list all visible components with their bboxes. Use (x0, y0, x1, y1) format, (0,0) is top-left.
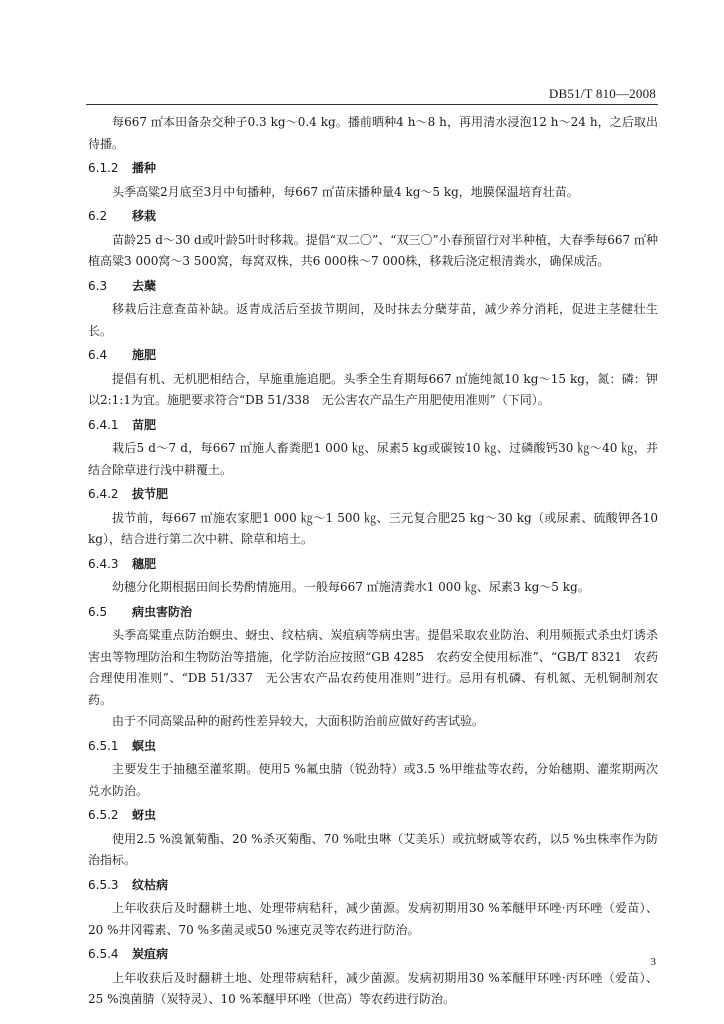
section-heading (88, 875, 658, 897)
section-number: 6.5.2 (88, 808, 119, 822)
section-title: 纹枯病 (132, 877, 169, 892)
section-heading (88, 415, 658, 437)
paragraph: 拔节前，每667 ㎡施农家肥1 000 ㎏～1 500 ㎏、三元复合肥25 kg～30 kg（或尿素、硫酸钾各10 kg），结合进行第二次中耕、除草和培土。 (88, 510, 658, 546)
section-title: 蚜虫 (132, 808, 157, 822)
paragraph: 上年收获后及时翻耕土地、处理带病秸秆，减少菌源。发病初期用30 %苯醚甲环唑·丙环唑（爱苗）、20 %井冈霉素、70 %多菌灵或50 %速克灵等农药进行防治。 (88, 901, 658, 937)
section-title: 拔节肥 (132, 487, 169, 501)
paragraph: 主要发生于抽穗至灌浆期。使用5 %氟虫腈（锐劲特）或3.5 %甲维盐等农药，分始穗期、灌浆期两次兑水防治。 (88, 762, 658, 798)
document-code: DB51/T 810—2008 (548, 86, 656, 101)
section-title: 播种 (132, 161, 157, 175)
page-number: 3 (650, 956, 656, 968)
paragraph: 幼穗分化期根据田间长势酌情施用。一般每667 ㎡施清粪水1 000 ㎏、尿素3 kg～5 kg。 (112, 580, 590, 594)
section-heading (88, 276, 658, 298)
header-divider (86, 104, 658, 105)
section-heading (88, 158, 658, 180)
section-number: 6.3 (88, 278, 108, 293)
section-heading (88, 206, 658, 228)
section-heading (88, 736, 658, 758)
section-number: 6.4.2 (88, 487, 119, 501)
section-number: 6.5.3 (88, 877, 119, 892)
section-number: 6.4 (88, 348, 108, 362)
paragraph: 移栽后注意查苗补缺。返青成活后至拔节期间，及时抹去分蘖芽苗，减少养分消耗，促进主茎健壮生长。 (88, 302, 658, 338)
paragraph: 由于不同高粱品种的耐药性差异较大，大面积防治前应做好药害试验。 (112, 714, 485, 728)
section-number: 6.4.1 (88, 417, 119, 432)
section-title: 移栽 (132, 209, 157, 223)
paragraph: 使用2.5 %溴氰菊酯、20 %杀灭菊酯、70 %吡虫啉（艾美乐）或抗蚜威等农药，以5 %虫株率作为防治指标。 (88, 831, 658, 867)
section-number: 6.4.3 (88, 556, 119, 571)
section-heading (88, 602, 658, 624)
section-heading (88, 805, 658, 827)
section-number: 6.2 (88, 209, 108, 223)
section-heading (88, 554, 658, 576)
section-title: 苗肥 (132, 417, 157, 432)
paragraph: 栽后5 d～7 d，每667 ㎡施人畜粪肥1 000 ㎏、尿素5 kg或碳铵10 ㎏、过磷酸钙30 ㎏～40 ㎏，并结合除草进行浅中耕覆土。 (88, 441, 658, 477)
paragraph: 上年收获后及时翻耕土地、处理带病秸秆，减少菌源。发病初期用30 %苯醚甲环唑·丙环唑（爱苗）、25 %溴菌腈（炭特灵）、10 %苯醚甲环唑（世高）等农药进行防治。 (88, 970, 658, 1006)
paragraph: 头季高粱2月底至3月中旬播种，每667 ㎡苗床播种量4 kg～5 kg，地膜保温培育壮苗。 (112, 184, 579, 199)
section-heading (88, 345, 658, 367)
document-body (88, 112, 658, 1011)
section-title: 去蘖 (132, 278, 157, 293)
section-number: 6.5.4 (88, 947, 119, 961)
paragraph: 头季高粱重点防治螟虫、蚜虫、纹枯病、炭疽病等病虫害。提倡采取农业防治、利用频振式杀虫灯诱杀害虫等物理防治和生物防治等措施，化学防治应按照“GB 4285 农药安全使用标准”、“GB/T 8321 农药合理使用准则”、“DB 51/337 无公害农产品农药使用准则”进行。忌用有机磷、有机氮、无机铜制剂农药。 (88, 628, 658, 707)
section-heading (88, 944, 658, 966)
section-title: 炭疽病 (132, 947, 169, 961)
section-number: 6.5 (88, 604, 108, 619)
paragraph: 提倡有机、无机肥相结合，早施重施追肥。头季全生育期每667 ㎡施纯氮10 kg～15 kg，氮：磷：钾以2:1:1为宜。施肥要求符合“DB 51/338 无公害农产品生产用肥使用准则”（下同）。 (88, 371, 658, 407)
section-title: 穗肥 (132, 556, 157, 571)
section-number: 6.1.2 (88, 161, 119, 175)
section-number: 6.5.1 (88, 738, 119, 753)
section-title: 施肥 (132, 348, 157, 362)
paragraph: 苗龄25 d～30 d或叶龄5叶时移栽。提倡“双二〇”、“双三〇”小春预留行对半种植，大春季每667 ㎡种植高粱3 000窝～3 500窝，每窝双株，共6 000株～7 000株，移栽后浇定根清粪水，确保成活。 (88, 232, 658, 268)
section-heading (88, 484, 658, 506)
section-title: 病虫害防治 (132, 604, 193, 619)
paragraph: 每667 ㎡本田备杂交种子0.3 kg～0.4 kg。播前晒种4 h～8 h，再用清水浸泡12 h～24 h，之后取出待播。 (88, 115, 658, 151)
section-title: 螟虫 (132, 738, 157, 753)
